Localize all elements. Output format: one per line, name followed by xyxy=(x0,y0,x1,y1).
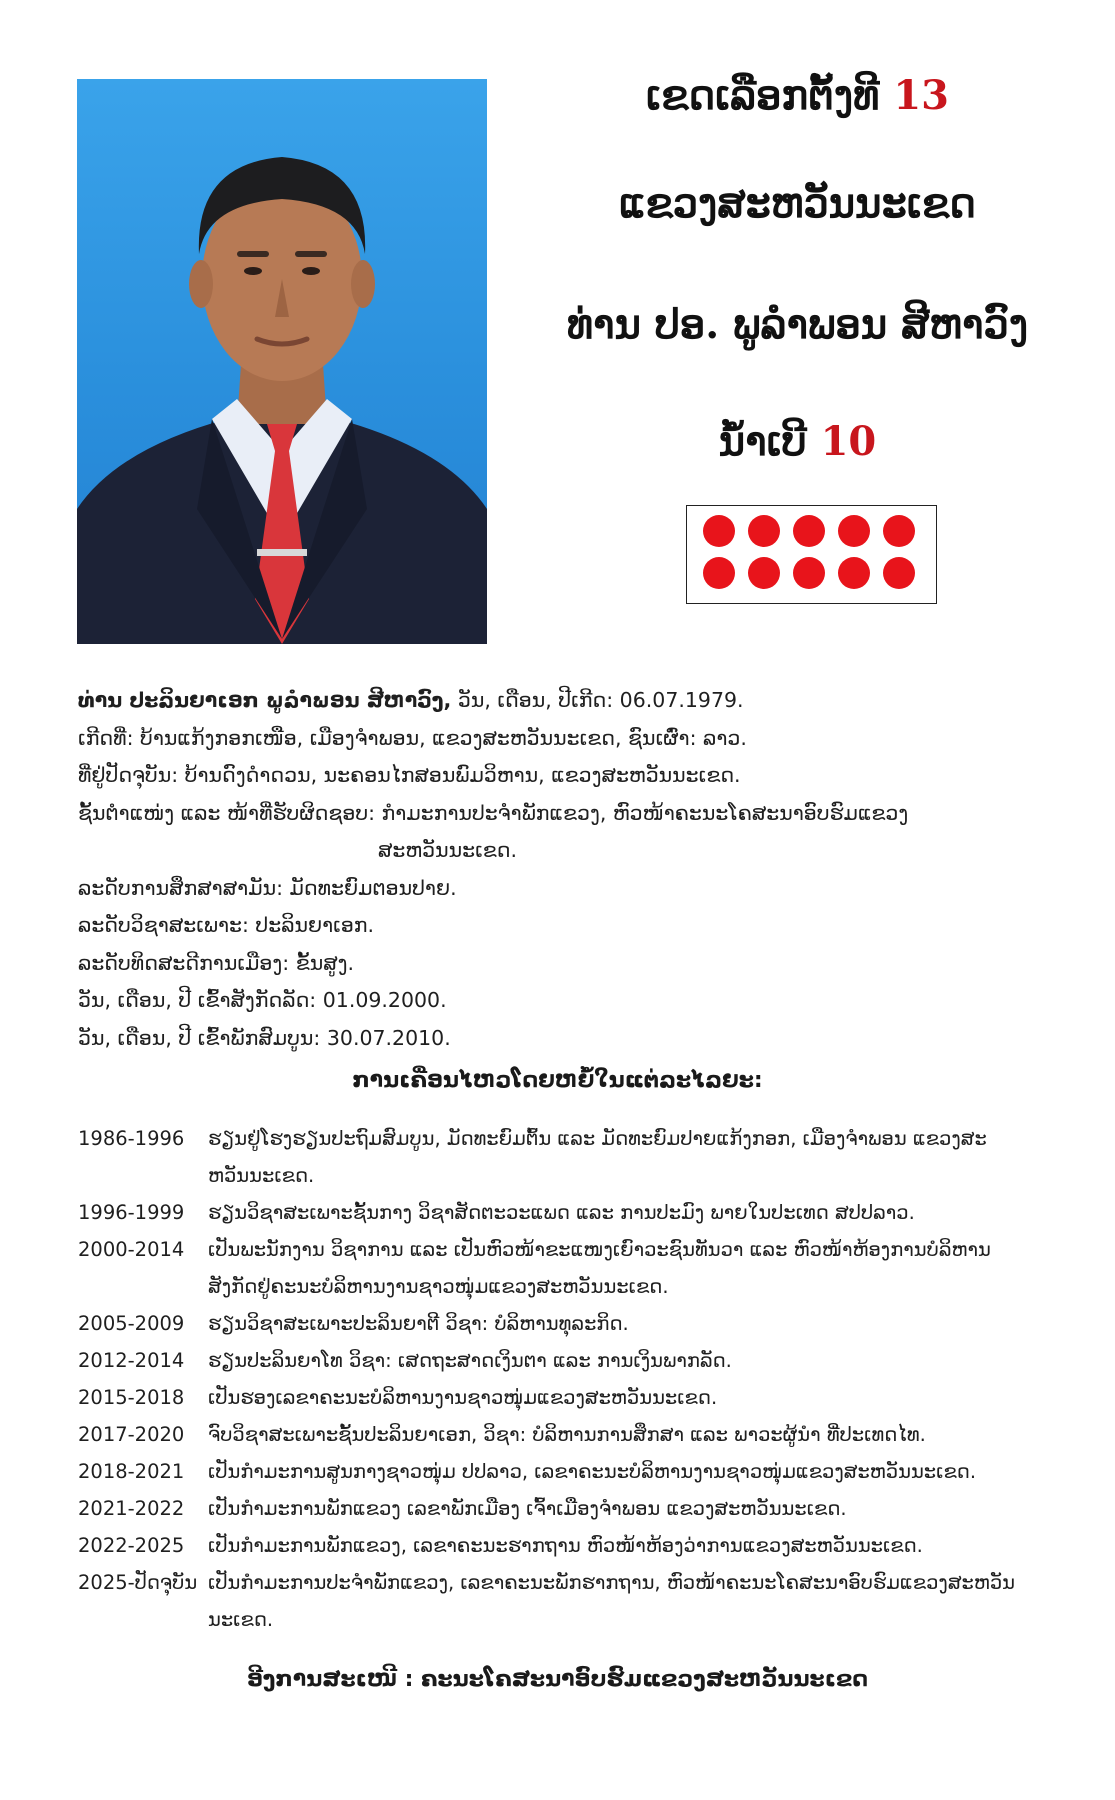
history-description-line: ເປັນກຳມະການພັກແຂວງ, ເລຂາຄະນະຮາກຖານ ຫົວໜ້າຫ້ອງວ່າການແຂວງສະຫວັນນະເຂດ. xyxy=(208,1534,923,1557)
history-row xyxy=(78,1453,1038,1490)
province-heading: ແຂວງສະຫວັນນະເຂດ xyxy=(619,180,976,227)
history-description xyxy=(208,1490,1038,1527)
history-row xyxy=(78,1305,1038,1342)
state-service-date: ວັນ, ເດືອນ, ປີ ເຂົ້າສັງກັດລັດ: 01.09.2000. xyxy=(78,988,447,1012)
candidate-full-name: ທ່ານ ປະລິນຍາເອກ ພູລຳພອນ ສີຫາວົງ, xyxy=(78,688,452,712)
position-line-1: ຊັ້ນຕຳແໜ່ງ ແລະ ໜ້າທີ່ຮັບຜິດຊອບ: ກຳມະການປະຈຳພັກແຂວງ, ຫົວໜ້າຄະນະໂຄສະນາອົບຮົມແຂວງ xyxy=(78,800,909,825)
history-row xyxy=(78,1416,1038,1453)
history-description xyxy=(208,1342,1038,1379)
history-description-line: ເປັນກຳມະການສູນກາງຊາວໜຸ່ມ ປປລາວ, ເລຂາຄະນະບໍລິຫານງານຊາວໜຸ່ມແຂວງສະຫວັນນະເຂດ. xyxy=(208,1460,977,1483)
constituency-number: 13 xyxy=(893,72,949,119)
ballot-dot xyxy=(793,515,825,547)
history-description-line: ສັງກັດຢູ່ຄະນະບໍລິຫານງານຊາວໜຸ່ມແຂວງສະຫວັນນະເຂດ. xyxy=(208,1275,669,1298)
constituency-label: ເຂດເລືອກຕັ້ງທີ xyxy=(645,72,880,119)
ballot-number-heading xyxy=(500,418,1095,465)
history-description xyxy=(208,1379,1038,1416)
history-description xyxy=(208,1305,1038,1342)
history-description-line: ເປັນພະນັກງານ ວິຊາການ ແລະ ເປັນຫົວໜ້າຂະແໜງເຍົາວະຊົນທັນວາ ແລະ ຫົວໜ້າຫ້ອງການບໍລິຫານ xyxy=(208,1238,991,1261)
history-description xyxy=(208,1194,1038,1231)
ballot-dots-box xyxy=(686,505,937,604)
biography xyxy=(78,682,1038,1057)
candidate-name-heading: ທ່ານ ປອ. ພູລຳພອນ ສີຫາວົງ xyxy=(566,301,1029,348)
history-description xyxy=(208,1527,1038,1564)
history-years: 2000-2014 xyxy=(78,1238,185,1261)
history-description-line: ນະເຂດ. xyxy=(208,1608,274,1631)
ballot-dot xyxy=(883,515,915,547)
position-line-2: ສະຫວັນນະເຂດ. xyxy=(378,838,518,862)
history-years: 1986-1996 xyxy=(78,1127,185,1150)
history-row xyxy=(78,1120,1038,1194)
candidate-photo xyxy=(77,79,487,644)
history-years: 2022-2025 xyxy=(78,1534,185,1557)
history-row xyxy=(78,1342,1038,1379)
history-description-line: ຈົບວິຊາສະເພາະຊັ້ນປະລິນຍາເອກ, ວິຊາ: ບໍລິຫານການສຶກສາ ແລະ ພາວະຜູ້ນຳ ທີ່ປະເທດໄທ. xyxy=(208,1423,926,1446)
current-residence: ທີ່ຢູ່ປັດຈຸບັນ: ບ້ານດົງດຳດວນ, ນະຄອນໄກສອນພົມວິຫານ, ແຂວງສະຫວັນນະເຂດ. xyxy=(78,763,741,787)
footer-source: ອີງການສະເໜີ : ຄະນະໂຄສະນາອົບຮົມແຂວງສະຫວັນນະເຂດ xyxy=(246,1667,869,1692)
history-list xyxy=(78,1120,1038,1638)
history-years: 2015-2018 xyxy=(78,1386,185,1409)
ballot-dot xyxy=(838,515,870,547)
history-description xyxy=(208,1564,1038,1638)
history-years: 2017-2020 xyxy=(78,1423,185,1446)
specialized-education: ລະດັບວິຊາສະເພາະ: ປະລິນຍາເອກ. xyxy=(78,913,375,937)
history-title: ການເຄື່ອນໄຫວໂດຍຫຍໍ້ໃນແຕ່ລະໄລຍະ: xyxy=(352,1068,763,1093)
history-description-line: ຮຽນປະລິນຍາໂທ ວິຊາ: ເສດຖະສາດເງິນຕາ ແລະ ການເງິນພາກລັດ. xyxy=(208,1349,732,1372)
ballot-dot xyxy=(838,557,870,589)
history-years: 2021-2022 xyxy=(78,1497,185,1520)
history-description-line: ເປັນກຳມະການປະຈຳພັກແຂວງ, ເລຂາຄະນະພັກຮາກຖານ, ຫົວໜ້າຄະນະໂຄສະນາອົບຮົມແຂວງສະຫວັນ xyxy=(208,1571,1016,1594)
history-description xyxy=(208,1120,1038,1194)
history-years: 2012-2014 xyxy=(78,1349,185,1372)
history-description-line: ຮຽນວິຊາສະເພາະປະລິນຍາຕີ ວິຊາ: ບໍລິຫານທຸລະກິດ. xyxy=(208,1312,629,1335)
ballot-dot xyxy=(793,557,825,589)
ballot-dot xyxy=(883,557,915,589)
ballot-label: ນ້ຳເບີ xyxy=(718,418,807,465)
date-of-birth: ວັນ, ເດືອນ, ປີເກີດ: 06.07.1979. xyxy=(451,688,744,712)
ballot-dot xyxy=(748,515,780,547)
ballot-dot xyxy=(703,557,735,589)
ballot-dot xyxy=(703,515,735,547)
history-years: 1996-1999 xyxy=(78,1201,185,1224)
history-years: 2018-2021 xyxy=(78,1460,185,1483)
constituency-heading xyxy=(500,72,1095,119)
history-row xyxy=(78,1527,1038,1564)
history-row xyxy=(78,1231,1038,1305)
history-row xyxy=(78,1379,1038,1416)
party-membership-date: ວັນ, ເດືອນ, ປີ ເຂົ້າພັກສົມບູນ: 30.07.2010. xyxy=(78,1025,451,1050)
ballot-dot xyxy=(748,557,780,589)
history-description xyxy=(208,1453,1038,1490)
history-description xyxy=(208,1416,1038,1453)
history-description-line: ຮຽນວິຊາສະເພາະຊັ້ນກາງ ວິຊາສັດຕະວະແພດ ແລະ ການປະມົງ ພາຍໃນປະເທດ ສປປລາວ. xyxy=(208,1201,915,1224)
history-row xyxy=(78,1490,1038,1527)
birthplace: ເກີດທີ່: ບ້ານແກ້ງກອກເໜືອ, ເມືອງຈຳພອນ, ແຂວງສະຫວັນນະເຂດ, ຊົນເຜົ່າ: ລາວ. xyxy=(78,725,747,750)
general-education: ລະດັບການສຶກສາສາມັນ: ມັດທະຍົມຕອນປາຍ. xyxy=(78,875,457,900)
ballot-number: 10 xyxy=(820,418,877,465)
history-description-line: ເປັນກຳມະການພັກແຂວງ ເລຂາພັກເມືອງ ເຈົ້າເມືອງຈຳພອນ ແຂວງສະຫວັນນະເຂດ. xyxy=(208,1497,847,1520)
ballot-dots xyxy=(687,506,935,602)
history-row xyxy=(78,1194,1038,1231)
history-row xyxy=(78,1564,1038,1638)
bio-name-line xyxy=(78,682,1038,720)
political-theory-level: ລະດັບທິດສະດີການເມືອງ: ຂັ້ນສູງ. xyxy=(78,950,355,975)
history-years: 2005-2009 xyxy=(78,1312,185,1335)
history-years: 2025-ປັດຈຸບັນ xyxy=(78,1571,198,1594)
history-description-line: ເປັນຮອງເລຂາຄະນະບໍລິຫານງານຊາວໜຸ່ມແຂວງສະຫວັນນະເຂດ. xyxy=(208,1386,718,1409)
history-description xyxy=(208,1231,1038,1305)
history-description-line: ຮຽນຢູ່ໂຮງຮຽນປະຖົມສົມບູນ, ມັດທະຍົມຕົ້ນ ແລະ ມັດທະຍົມປາຍແກ້ງກອກ, ເມືອງຈຳພອນ ແຂວງສະ xyxy=(208,1127,987,1150)
history-description-line: ຫວັນນະເຂດ. xyxy=(208,1164,315,1187)
